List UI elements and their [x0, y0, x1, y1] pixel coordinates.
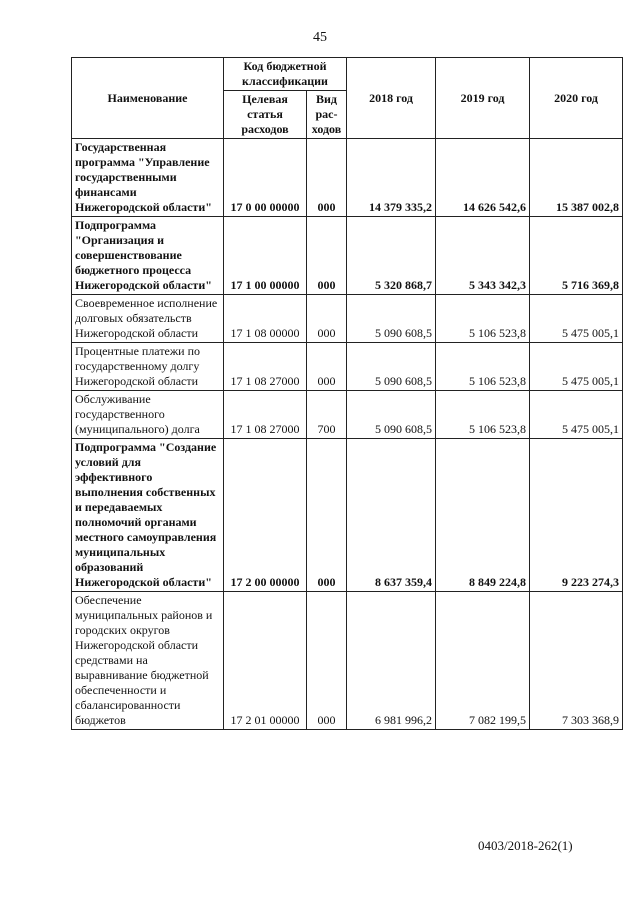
row-type: 000 [307, 139, 347, 217]
row-name: Обслуживание государственного (муниципального) долга [72, 391, 224, 439]
row-2018: 8 637 359,4 [347, 439, 436, 592]
row-type: 000 [307, 343, 347, 391]
row-2019: 8 849 224,8 [436, 439, 530, 592]
table-row [72, 217, 623, 295]
row-name: Подпрограмма "Создание условий для эффективного выполнения собственных и передаваемых полномочий органами местного самоуправления муниципальных образований Нижегородской области" [72, 439, 224, 592]
header-name: Наименование [72, 58, 224, 139]
header-2020: 2020 год [530, 58, 623, 139]
row-name: Своевременное исполнение долговых обязательств Нижегородской области [72, 295, 224, 343]
row-type: 000 [307, 592, 347, 730]
table-row [72, 592, 623, 730]
header-2018: 2018 год [347, 58, 436, 139]
row-name: Процентные платежи по государственному долгу Нижегородской области [72, 343, 224, 391]
table-row [72, 139, 623, 217]
row-2019: 5 106 523,8 [436, 391, 530, 439]
row-2020: 5 475 005,1 [530, 343, 623, 391]
row-target: 17 1 08 27000 [224, 391, 307, 439]
row-2019: 14 626 542,6 [436, 139, 530, 217]
row-2018: 5 090 608,5 [347, 391, 436, 439]
page-number: 45 [313, 30, 327, 45]
row-2018: 5 320 868,7 [347, 217, 436, 295]
row-2018: 5 090 608,5 [347, 343, 436, 391]
document-code: 0403/2018-262(1) [478, 838, 573, 853]
row-2018: 5 090 608,5 [347, 295, 436, 343]
row-2018: 6 981 996,2 [347, 592, 436, 730]
table-row [72, 439, 623, 592]
row-2018: 14 379 335,2 [347, 139, 436, 217]
row-name: Государственная программа "Управление государственными финансами Нижегородской области" [72, 139, 224, 217]
row-2020: 5 475 005,1 [530, 295, 623, 343]
row-name: Обеспечение муниципальных районов и городских округов Нижегородской области средствами на выравнивание бюджетной обеспеченности и сбалансированности бюджетов [72, 592, 224, 730]
row-2020: 9 223 274,3 [530, 439, 623, 592]
table-row [72, 295, 623, 343]
row-2019: 5 106 523,8 [436, 343, 530, 391]
row-type: 000 [307, 439, 347, 592]
row-2020: 5 716 369,8 [530, 217, 623, 295]
header-expense-type: Вид рас-ходов [307, 91, 347, 139]
row-target: 17 1 08 27000 [224, 343, 307, 391]
row-type: 000 [307, 217, 347, 295]
row-2019: 7 082 199,5 [436, 592, 530, 730]
row-2020: 5 475 005,1 [530, 391, 623, 439]
row-type: 000 [307, 295, 347, 343]
row-target: 17 0 00 00000 [224, 139, 307, 217]
header-2019: 2019 год [436, 58, 530, 139]
row-target: 17 2 01 00000 [224, 592, 307, 730]
table-row [72, 391, 623, 439]
row-target: 17 2 00 00000 [224, 439, 307, 592]
budget-table [71, 57, 623, 730]
row-2019: 5 343 342,3 [436, 217, 530, 295]
row-type: 700 [307, 391, 347, 439]
row-2020: 15 387 002,8 [530, 139, 623, 217]
row-2019: 5 106 523,8 [436, 295, 530, 343]
header-target-article: Целевая статья расходов [224, 91, 307, 139]
row-2020: 7 303 368,9 [530, 592, 623, 730]
row-target: 17 1 08 00000 [224, 295, 307, 343]
table-row [72, 343, 623, 391]
header-code-group: Код бюджетной классификации [224, 58, 347, 91]
row-name: Подпрограмма "Организация и совершенствование бюджетного процесса Нижегородской области" [72, 217, 224, 295]
row-target: 17 1 00 00000 [224, 217, 307, 295]
